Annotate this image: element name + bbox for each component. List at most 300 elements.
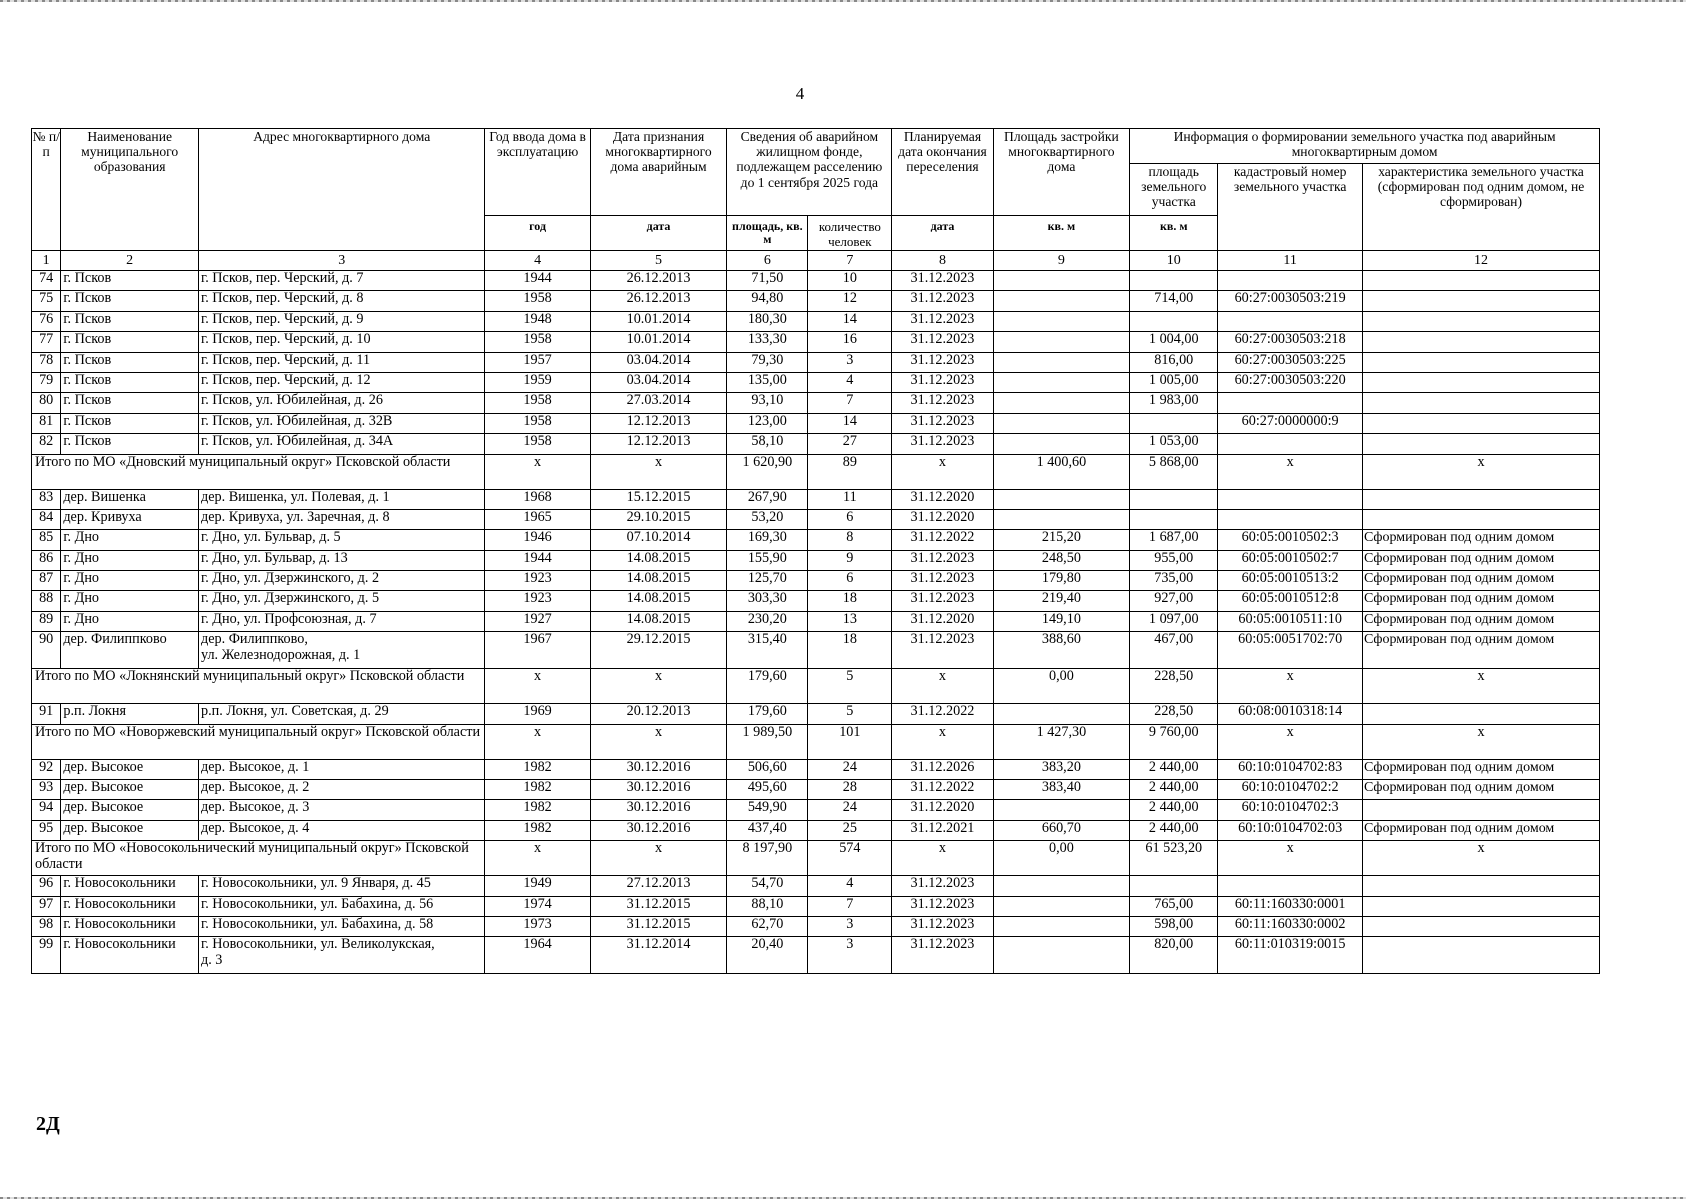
table-row [32,530,1600,550]
row-number: 96 [32,876,61,896]
fund-area: 437,40 [727,820,808,840]
address-line-2: ул. Железнодорожная, д. 1 [201,646,361,663]
land-area: 1 983,00 [1130,393,1218,413]
cadastral-number: 60:05:0010502:3 [1218,530,1363,550]
building-area: 248,50 [993,550,1130,570]
address-line: г. Дно, ул. Бульвар, д. 13 [201,550,348,566]
municipality-name: г. Дно [61,571,199,591]
planned-date: 31.12.2023 [892,632,993,669]
municipality-name: г. Псков [61,413,199,433]
subtotal-label: Итого по МО «Новоржевский муниципальный округ» Псковской области [32,724,485,759]
cadastral-number: 60:11:160330:0001 [1218,896,1363,916]
land-area: 228,50 [1130,669,1218,704]
fund-area: 71,50 [727,271,808,291]
header-no: № п/п [32,129,61,251]
land-area: 955,00 [1130,550,1218,570]
land-characteristic: Сформирован под одним домом [1363,571,1600,591]
year-built: 1982 [485,780,590,800]
emergency-date: 14.08.2015 [590,550,727,570]
fund-area: 58,10 [727,434,808,454]
year-built: 1944 [485,550,590,570]
emergency-date: 27.12.2013 [590,876,727,896]
land-area: 2 440,00 [1130,780,1218,800]
fund-area: 135,00 [727,372,808,392]
land-characteristic [1363,434,1600,454]
table-body [32,271,1600,974]
year-built: 1982 [485,759,590,779]
table-header [32,129,1600,271]
fund-area: 8 197,90 [727,841,808,876]
planned-date: 31.12.2023 [892,372,993,392]
address-line: г. Дно, ул. Дзержинского, д. 2 [201,570,380,587]
subtotal-label: Итого по МО «Дновский муниципальный округ» Псковской области [32,454,485,489]
fund-area: 54,70 [727,876,808,896]
municipality-name: г. Псков [61,271,199,291]
municipality-name: дер. Высокое [61,780,199,800]
unit-sqm: кв. м [993,216,1130,251]
cadastral-number [1218,393,1363,413]
emergency-housing-table [31,128,1600,974]
address-line: г. Псков, пер. Черский, д. 11 [201,352,371,368]
address [199,530,485,550]
people-count: 12 [808,291,892,311]
planned-date: x [892,841,993,876]
year-built: 1959 [485,372,590,392]
land-characteristic [1363,937,1600,974]
municipality-name: дер. Филиппково [61,632,199,669]
address-line: дер. Высокое, д. 4 [201,820,310,836]
people-count: 10 [808,271,892,291]
row-number: 78 [32,352,61,372]
people-count: 13 [808,611,892,631]
fund-area: 125,70 [727,571,808,591]
table-row [32,800,1600,820]
table-row [32,780,1600,800]
fund-area: 230,20 [727,611,808,631]
people-count: 101 [808,724,892,759]
fund-area: 495,60 [727,780,808,800]
land-characteristic [1363,876,1600,896]
planned-date: x [892,724,993,759]
planned-date: 31.12.2023 [892,291,993,311]
planned-date: 31.12.2023 [892,332,993,352]
fund-area: 1 620,90 [727,454,808,489]
land-area: 9 760,00 [1130,724,1218,759]
table-row [32,820,1600,840]
municipality-name: г. Псков [61,352,199,372]
row-number: 95 [32,820,61,840]
land-area: 1 053,00 [1130,434,1218,454]
emergency-date: 10.01.2014 [590,332,727,352]
building-area [993,332,1130,352]
municipality-name: г. Псков [61,311,199,331]
land-area [1130,271,1218,291]
planned-date: 31.12.2023 [892,916,993,936]
emergency-date: 07.10.2014 [590,530,727,550]
address [199,704,485,724]
people-count: 11 [808,489,892,509]
building-area [993,896,1130,916]
land-area: 2 440,00 [1130,800,1218,820]
year-built: 1949 [485,876,590,896]
fund-area: 180,30 [727,311,808,331]
address [199,800,485,820]
municipality-name: дер. Высокое [61,820,199,840]
land-area [1130,509,1218,529]
table-row [32,413,1600,433]
year-built: 1974 [485,896,590,916]
address-line: г. Новосокольники, ул. Бабахина, д. 58 [201,916,434,932]
header-date-emergency: Дата признания многоквартирного дома аварийным [590,129,727,216]
address [199,780,485,800]
address [199,759,485,779]
land-characteristic: Сформирован под одним домом [1363,759,1600,779]
address-line: г. Дно, ул. Бульвар, д. 5 [201,529,341,546]
year-built: 1944 [485,271,590,291]
emergency-date: 30.12.2016 [590,759,727,779]
year-built: 1958 [485,434,590,454]
row-number: 82 [32,434,61,454]
header-land-area: площадь земельного участка [1130,164,1218,216]
header-year-built: Год ввода дома в эксплуатацию [485,129,590,216]
people-count: 3 [808,937,892,974]
row-number: 89 [32,611,61,631]
cadastral-number: 60:11:160330:0002 [1218,916,1363,936]
land-area [1130,413,1218,433]
land-area: 1 687,00 [1130,530,1218,550]
fund-area: 303,30 [727,591,808,611]
address-line: дер. Вишенка, ул. Полевая, д. 1 [201,489,390,505]
address-line-2: д. 3 [201,951,223,968]
emergency-date: 29.12.2015 [590,632,727,669]
address-line: г. Дно, ул. Профсоюзная, д. 7 [201,611,377,627]
cadastral-number: 60:10:0104702:83 [1218,759,1363,779]
municipality-name: дер. Вишенка [61,489,199,509]
land-characteristic [1363,489,1600,509]
planned-date: 31.12.2026 [892,759,993,779]
subtotal-row [32,724,1600,759]
land-characteristic [1363,916,1600,936]
planned-date: 31.12.2022 [892,780,993,800]
cadastral-number: 60:27:0030503:218 [1218,332,1363,352]
municipality-name: г. Новосокольники [61,896,199,916]
land-characteristic [1363,291,1600,311]
fund-area: 53,20 [727,509,808,529]
header-address: Адрес многоквартирного дома [199,129,485,251]
table-row [32,352,1600,372]
row-number: 79 [32,372,61,392]
emergency-date: x [590,454,727,489]
land-characteristic [1363,800,1600,820]
cadastral-number: 60:05:0010502:7 [1218,550,1363,570]
building-area [993,393,1130,413]
address-line: г. Псков, пер. Черский, д. 8 [201,290,364,307]
year-built: 1964 [485,937,590,974]
municipality-name: г. Псков [61,291,199,311]
cadastral-number [1218,434,1363,454]
address [199,571,485,591]
year-built: 1957 [485,352,590,372]
row-number: 86 [32,550,61,570]
column-numbers-row [32,251,1600,271]
fund-area: 93,10 [727,393,808,413]
people-count: 6 [808,571,892,591]
building-area [993,352,1130,372]
emergency-date: 14.08.2015 [590,611,727,631]
table-row [32,509,1600,529]
planned-date: 31.12.2023 [892,311,993,331]
municipality-name: г. Псков [61,393,199,413]
year-built: 1982 [485,820,590,840]
fund-area: 155,90 [727,550,808,570]
address-line: дер. Высокое, д. 1 [201,759,310,775]
land-area: 1 097,00 [1130,611,1218,631]
land-area: 1 005,00 [1130,372,1218,392]
emergency-date: 30.12.2016 [590,800,727,820]
address [199,632,485,669]
fund-area: 123,00 [727,413,808,433]
land-area: 467,00 [1130,632,1218,669]
emergency-date: x [590,669,727,704]
planned-date: 31.12.2020 [892,509,993,529]
building-area [993,311,1130,331]
building-area: 1 400,60 [993,454,1130,489]
row-number: 76 [32,311,61,331]
municipality-name: г. Дно [61,591,199,611]
column-number: 9 [993,251,1130,271]
people-count: 89 [808,454,892,489]
column-number: 8 [892,251,993,271]
year-built: x [485,669,590,704]
fund-area: 179,60 [727,669,808,704]
table-row [32,916,1600,936]
address-line: г. Псков, ул. Юбилейная, д. 32В [201,413,393,429]
land-characteristic: Сформирован под одним домом [1363,611,1600,631]
building-area: 1 427,30 [993,724,1130,759]
building-area: 388,60 [993,632,1130,669]
planned-date: 31.12.2023 [892,550,993,570]
people-count: 28 [808,780,892,800]
land-characteristic [1363,352,1600,372]
people-count: 27 [808,434,892,454]
subtotal-row [32,841,1600,876]
table-row [32,311,1600,331]
year-built: 1965 [485,509,590,529]
emergency-date: 12.12.2013 [590,413,727,433]
address [199,291,485,311]
fund-area: 79,30 [727,352,808,372]
row-number: 92 [32,759,61,779]
cadastral-number: 60:05:0051702:70 [1218,632,1363,669]
planned-date: 31.12.2023 [892,896,993,916]
cadastral-number: 60:27:0030503:225 [1218,352,1363,372]
land-characteristic [1363,896,1600,916]
people-count: 24 [808,800,892,820]
planned-date: 31.12.2021 [892,820,993,840]
cadastral-number: 60:05:0010511:10 [1218,611,1363,631]
building-area: 0,00 [993,841,1130,876]
building-area: 0,00 [993,669,1130,704]
address [199,916,485,936]
table-row [32,632,1600,669]
cadastral-number: 60:10:0104702:3 [1218,800,1363,820]
land-characteristic [1363,271,1600,291]
emergency-date: 30.12.2016 [590,780,727,800]
building-area [993,800,1130,820]
emergency-date: 27.03.2014 [590,393,727,413]
fund-area: 179,60 [727,704,808,724]
fund-area: 169,30 [727,530,808,550]
land-area: 598,00 [1130,916,1218,936]
municipality-name: г. Новосокольники [61,916,199,936]
building-area: 179,80 [993,571,1130,591]
land-characteristic: Сформирован под одним домом [1363,780,1600,800]
address [199,271,485,291]
land-area: 61 523,20 [1130,841,1218,876]
land-area [1130,311,1218,331]
people-count: 18 [808,632,892,669]
address-line: г. Псков, ул. Юбилейная, д. 26 [201,392,383,409]
municipality-name: г. Псков [61,372,199,392]
column-number: 7 [808,251,892,271]
land-area [1130,876,1218,896]
scan-bottom-edge [0,1197,1686,1199]
building-area [993,372,1130,392]
emergency-date: 14.08.2015 [590,571,727,591]
emergency-date: 20.12.2013 [590,704,727,724]
column-number: 12 [1363,251,1600,271]
table-row [32,896,1600,916]
fund-area: 506,60 [727,759,808,779]
land-characteristic [1363,311,1600,331]
row-number: 91 [32,704,61,724]
fund-area: 315,40 [727,632,808,669]
year-built: 1923 [485,571,590,591]
column-number: 1 [32,251,61,271]
address [199,413,485,433]
footer-code: 2Д [36,1113,60,1135]
header-land-info: Информация о формировании земельного участка под аварийным многоквартирным домом [1130,129,1600,164]
emergency-date: 26.12.2013 [590,271,727,291]
column-number: 10 [1130,251,1218,271]
municipality-name: г. Псков [61,332,199,352]
fund-area: 549,90 [727,800,808,820]
land-characteristic [1363,393,1600,413]
land-characteristic: Сформирован под одним домом [1363,820,1600,840]
building-area [993,489,1130,509]
emergency-date: x [590,724,727,759]
land-characteristic [1363,413,1600,433]
land-characteristic: Сформирован под одним домом [1363,591,1600,611]
land-area: 5 868,00 [1130,454,1218,489]
fund-area: 94,80 [727,291,808,311]
subtotal-row [32,454,1600,489]
people-count: 25 [808,820,892,840]
year-built: 1969 [485,704,590,724]
people-count: 4 [808,372,892,392]
cadastral-number: 60:10:0104702:2 [1218,780,1363,800]
fund-area: 20,40 [727,937,808,974]
row-number: 88 [32,591,61,611]
people-count: 5 [808,669,892,704]
address-line: г. Псков, пер. Черский, д. 9 [201,311,364,327]
emergency-date: 03.04.2014 [590,352,727,372]
planned-date: 31.12.2023 [892,571,993,591]
building-area [993,509,1130,529]
address [199,820,485,840]
land-characteristic [1363,509,1600,529]
people-count: 7 [808,896,892,916]
land-area: 765,00 [1130,896,1218,916]
year-built: 1973 [485,916,590,936]
people-count: 9 [808,550,892,570]
people-count: 574 [808,841,892,876]
building-area [993,704,1130,724]
row-number: 80 [32,393,61,413]
year-built: 1958 [485,332,590,352]
table-row [32,704,1600,724]
people-count: 24 [808,759,892,779]
page-number: 4 [795,84,805,103]
municipality-name: г. Дно [61,550,199,570]
table-row [32,291,1600,311]
people-count: 5 [808,704,892,724]
land-characteristic [1363,332,1600,352]
building-area [993,271,1130,291]
land-area: 816,00 [1130,352,1218,372]
emergency-date: 15.12.2015 [590,489,727,509]
municipality-name: г. Новосокольники [61,937,199,974]
table-row [32,876,1600,896]
people-count: 8 [808,530,892,550]
building-area: 149,10 [993,611,1130,631]
land-area [1130,489,1218,509]
cadastral-number: x [1218,669,1363,704]
address-line: г. Псков, пер. Черский, д. 10 [201,331,371,348]
table-row [32,489,1600,509]
planned-date: x [892,669,993,704]
planned-date: 31.12.2023 [892,393,993,413]
column-number: 2 [61,251,199,271]
planned-date: 31.12.2023 [892,591,993,611]
row-number: 94 [32,800,61,820]
planned-date: 31.12.2022 [892,704,993,724]
municipality-name: г. Псков [61,434,199,454]
address-line: г. Псков, пер. Черский, д. 7 [201,270,364,286]
subtotal-label: Итого по МО «Локнянский муниципальный округ» Псковской области [32,669,485,704]
row-number: 85 [32,530,61,550]
address-line: р.п. Локня, ул. Советская, д. 29 [201,703,389,720]
building-area [993,876,1130,896]
table-row [32,393,1600,413]
emergency-date: 29.10.2015 [590,509,727,529]
unit-date: дата [590,216,727,251]
address-line: дер. Высокое, д. 3 [201,799,310,816]
land-characteristic: x [1363,724,1600,759]
address [199,876,485,896]
cadastral-number: 60:05:0010512:8 [1218,591,1363,611]
cadastral-number: 60:10:0104702:03 [1218,820,1363,840]
table-row [32,332,1600,352]
year-built: x [485,454,590,489]
address [199,489,485,509]
cadastral-number [1218,489,1363,509]
table-row [32,759,1600,779]
emergency-date: x [590,841,727,876]
land-area: 2 440,00 [1130,820,1218,840]
building-area [993,937,1130,974]
table-row [32,550,1600,570]
